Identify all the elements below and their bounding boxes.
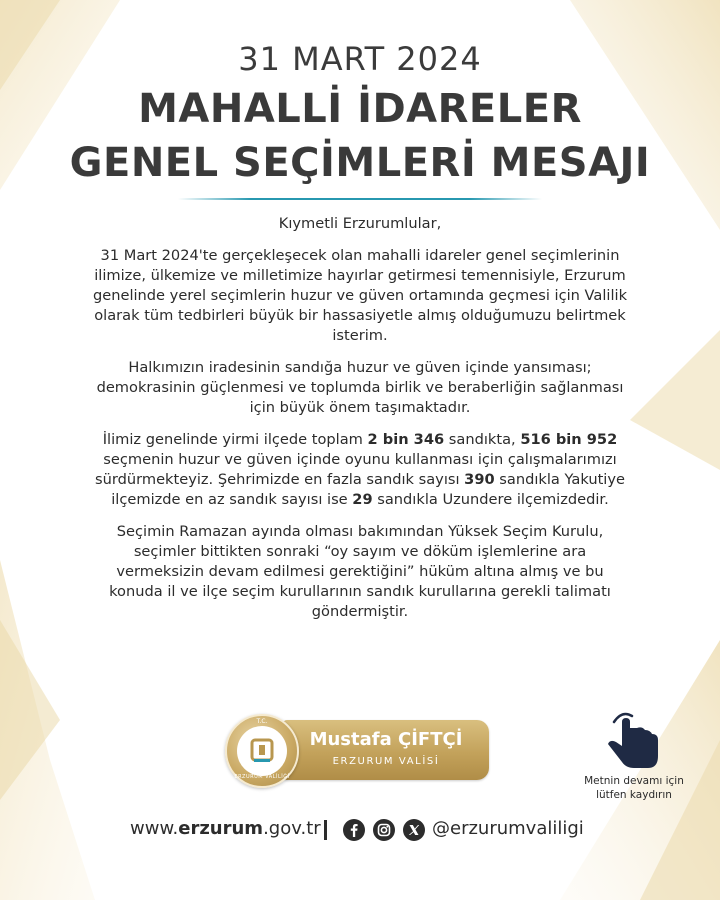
p3-voter-count: 516 bin 952: [520, 431, 618, 448]
paragraph-3: [92, 430, 628, 510]
paragraph-4: Seçimin Ramazan ayında olması bakımından Yüksek Seçim Kurulu, seçimler bittikten sonraki “oy sayım ve döküm işlemlerine ara vermeksizin devam edilmesi gerektiğini” hüküm altına almış ve bu konuda il ve ilçe seçim kurullarının sandık kurullarına gerekli talimatı göndermiştir.: [109, 523, 611, 620]
facebook-icon[interactable]: [343, 819, 365, 841]
instagram-icon[interactable]: [373, 819, 395, 841]
emblem-icon: [237, 726, 287, 776]
p3-text-1: İlimiz genelinde yirmi ilçede toplam: [102, 431, 368, 448]
title-line-2: GENEL SEÇİMLERİ MESAJI: [69, 140, 651, 186]
scroll-hint-line-1: Metnin devamı için: [584, 775, 684, 787]
governorship-seal: [225, 714, 299, 788]
date-heading: 31 MART 2024: [238, 40, 482, 78]
governor-role: ERZURUM VALİSİ: [332, 756, 440, 767]
scroll-hint-line-2: lütfen kaydırın: [596, 789, 672, 801]
p3-text-3: seçmenin huzur ve güven içinde oyunu kullanması için çalışmalarımızı sürdürmekteyiz. Şehrimizde en fazla sandık sayısı: [95, 451, 617, 488]
footer: [0, 818, 720, 842]
website-prefix: www.: [130, 818, 179, 839]
title-line-1: MAHALLİ İDARELER: [138, 86, 582, 132]
paragraph-1: 31 Mart 2024'te gerçekleşecek olan mahalli idareler genel seçimlerinin ilimize, ülkemize ve milletimize hayırlar getirmesi temennisiyle, Erzurum genelinde yerel seçimlerin huzur ve güven ortamında geçmesi için Valilik olarak tüm tedbirleri büyük bir hassasiyetle almış olduğumuzu belirtmek isterim.: [92, 247, 628, 344]
seal-bottom-text: ERZURUM VALİLİĞİ: [234, 774, 290, 780]
p3-text-2: sandıkta,: [444, 431, 521, 448]
p3-text-4: sandıkla Yakutiye ilçemizde en az sandık sayısı ise: [111, 471, 625, 508]
p3-ballot-box-count: 2 bin 346: [367, 431, 445, 448]
scroll-hint: [566, 774, 702, 802]
swipe-hand-icon: [600, 708, 670, 770]
social-handle[interactable]: @erzurumvaliligi: [432, 818, 584, 839]
seal-top-text: T.C.: [256, 718, 268, 725]
x-icon[interactable]: [403, 819, 425, 841]
greeting: Kıymetli Erzurumlular,: [278, 215, 442, 232]
p3-max-box-count: 390: [464, 471, 495, 488]
governor-name: Mustafa ÇİFTÇİ: [309, 729, 463, 750]
p3-min-box-count: 29: [352, 491, 373, 508]
title-divider: [178, 198, 542, 200]
footer-separator: [324, 820, 327, 840]
website-domain: erzurum: [178, 818, 264, 839]
seal-emblem: [237, 726, 287, 776]
paragraph-2: Halkımızın iradesinin sandığa huzur ve güven içinde yansıması; demokrasinin güçlenmesi ve toplumda birlik ve beraberliğin sağlanması için büyük önem taşımaktadır.: [96, 359, 624, 416]
message-body: [92, 214, 628, 634]
website-link[interactable]: [130, 818, 321, 839]
name-plate: [283, 720, 489, 780]
website-suffix: .gov.tr: [263, 818, 321, 839]
governor-signature: [225, 714, 487, 786]
p3-text-5: sandıkla Uzundere ilçemizdedir.: [372, 491, 609, 508]
